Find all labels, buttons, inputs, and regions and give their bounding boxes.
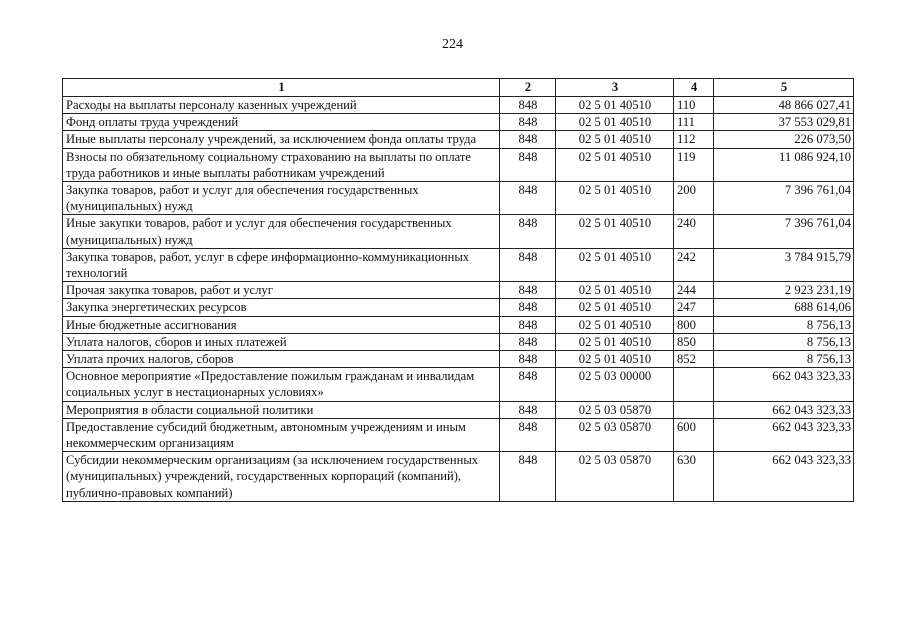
cell-expense-type: 852 <box>674 351 714 368</box>
page-number: 224 <box>442 37 463 52</box>
cell-expense-type <box>674 401 714 418</box>
cell-name: Субсидии некоммерческим организациям (за исключением государственных (муниципальных) учреждений, государственных корпораций (компаний), публично-правовых компаний) <box>63 452 500 502</box>
table-row <box>63 114 854 131</box>
cell-amount: 662 043 323,33 <box>714 368 854 401</box>
header-col-5: 5 <box>714 79 854 97</box>
cell-name: Прочая закупка товаров, работ и услуг <box>63 282 500 299</box>
table-row <box>63 368 854 401</box>
table-row <box>63 131 854 148</box>
cell-expense-type: 111 <box>674 114 714 131</box>
cell-name: Фонд оплаты труда учреждений <box>63 114 500 131</box>
cell-admin-code: 848 <box>500 368 556 401</box>
cell-name: Расходы на выплаты персоналу казенных учреждений <box>63 97 500 114</box>
cell-target-code: 02 5 01 40510 <box>556 131 674 148</box>
cell-target-code: 02 5 01 40510 <box>556 282 674 299</box>
cell-expense-type: 119 <box>674 148 714 181</box>
table-row <box>63 299 854 316</box>
cell-name: Уплата прочих налогов, сборов <box>63 351 500 368</box>
cell-name: Иные выплаты персоналу учреждений, за исключением фонда оплаты труда <box>63 131 500 148</box>
cell-admin-code: 848 <box>500 97 556 114</box>
cell-target-code: 02 5 01 40510 <box>556 333 674 350</box>
cell-expense-type: 600 <box>674 418 714 451</box>
cell-name: Иные бюджетные ассигнования <box>63 316 500 333</box>
cell-admin-code: 848 <box>500 282 556 299</box>
cell-target-code: 02 5 03 05870 <box>556 452 674 502</box>
cell-target-code: 02 5 01 40510 <box>556 148 674 181</box>
cell-admin-code: 848 <box>500 401 556 418</box>
cell-target-code: 02 5 01 40510 <box>556 97 674 114</box>
cell-amount: 662 043 323,33 <box>714 418 854 451</box>
table-row <box>63 148 854 181</box>
cell-target-code: 02 5 01 40510 <box>556 299 674 316</box>
table-row <box>63 97 854 114</box>
cell-target-code: 02 5 01 40510 <box>556 248 674 281</box>
cell-target-code: 02 5 01 40510 <box>556 114 674 131</box>
table-row <box>63 401 854 418</box>
table-header-row <box>63 79 854 97</box>
cell-target-code: 02 5 03 00000 <box>556 368 674 401</box>
table-row <box>63 182 854 215</box>
table-row <box>63 282 854 299</box>
cell-target-code: 02 5 01 40510 <box>556 351 674 368</box>
cell-expense-type: 630 <box>674 452 714 502</box>
cell-amount: 2 923 231,19 <box>714 282 854 299</box>
cell-amount: 7 396 761,04 <box>714 215 854 248</box>
cell-admin-code: 848 <box>500 299 556 316</box>
cell-admin-code: 848 <box>500 316 556 333</box>
cell-name: Предоставление субсидий бюджетным, автономным учреждениям и иным некоммерческим организациям <box>63 418 500 451</box>
cell-target-code: 02 5 01 40510 <box>556 182 674 215</box>
cell-amount: 226 073,50 <box>714 131 854 148</box>
cell-name: Уплата налогов, сборов и иных платежей <box>63 333 500 350</box>
cell-amount: 11 086 924,10 <box>714 148 854 181</box>
header-col-3: 3 <box>556 79 674 97</box>
table-row <box>63 452 854 502</box>
cell-amount: 688 614,06 <box>714 299 854 316</box>
cell-expense-type: 242 <box>674 248 714 281</box>
cell-admin-code: 848 <box>500 333 556 350</box>
cell-expense-type: 244 <box>674 282 714 299</box>
cell-expense-type <box>674 368 714 401</box>
cell-name: Мероприятия в области социальной политики <box>63 401 500 418</box>
cell-amount: 662 043 323,33 <box>714 401 854 418</box>
cell-name: Закупка товаров, работ, услуг в сфере информационно-коммуникационных технологий <box>63 248 500 281</box>
cell-amount: 48 866 027,41 <box>714 97 854 114</box>
cell-expense-type: 850 <box>674 333 714 350</box>
cell-amount: 8 756,13 <box>714 351 854 368</box>
table-row <box>63 248 854 281</box>
cell-admin-code: 848 <box>500 131 556 148</box>
cell-name: Закупка энергетических ресурсов <box>63 299 500 316</box>
cell-amount: 8 756,13 <box>714 316 854 333</box>
cell-expense-type: 112 <box>674 131 714 148</box>
table-row <box>63 333 854 350</box>
cell-amount: 662 043 323,33 <box>714 452 854 502</box>
cell-admin-code: 848 <box>500 351 556 368</box>
cell-expense-type: 800 <box>674 316 714 333</box>
cell-amount: 3 784 915,79 <box>714 248 854 281</box>
header-col-2: 2 <box>500 79 556 97</box>
cell-amount: 7 396 761,04 <box>714 182 854 215</box>
cell-admin-code: 848 <box>500 418 556 451</box>
cell-expense-type: 247 <box>674 299 714 316</box>
cell-admin-code: 848 <box>500 248 556 281</box>
cell-amount: 37 553 029,81 <box>714 114 854 131</box>
cell-amount: 8 756,13 <box>714 333 854 350</box>
cell-name: Закупка товаров, работ и услуг для обеспечения государственных (муниципальных) нужд <box>63 182 500 215</box>
cell-expense-type: 240 <box>674 215 714 248</box>
cell-target-code: 02 5 01 40510 <box>556 316 674 333</box>
cell-admin-code: 848 <box>500 215 556 248</box>
cell-name: Основное мероприятие «Предоставление пожилым гражданам и инвалидам социальных услуг в нестационарных условиях» <box>63 368 500 401</box>
budget-table <box>62 78 854 502</box>
cell-admin-code: 848 <box>500 182 556 215</box>
header-col-1: 1 <box>63 79 500 97</box>
header-col-4: 4 <box>674 79 714 97</box>
cell-admin-code: 848 <box>500 148 556 181</box>
table-row <box>63 418 854 451</box>
table-row <box>63 351 854 368</box>
table-row <box>63 215 854 248</box>
cell-name: Взносы по обязательному социальному страхованию на выплаты по оплате труда работников и иные выплаты работникам учреждений <box>63 148 500 181</box>
cell-name: Иные закупки товаров, работ и услуг для обеспечения государственных (муниципальных) нужд <box>63 215 500 248</box>
cell-target-code: 02 5 03 05870 <box>556 418 674 451</box>
cell-target-code: 02 5 01 40510 <box>556 215 674 248</box>
cell-target-code: 02 5 03 05870 <box>556 401 674 418</box>
table-row <box>63 316 854 333</box>
cell-expense-type: 110 <box>674 97 714 114</box>
cell-expense-type: 200 <box>674 182 714 215</box>
cell-admin-code: 848 <box>500 452 556 502</box>
cell-admin-code: 848 <box>500 114 556 131</box>
